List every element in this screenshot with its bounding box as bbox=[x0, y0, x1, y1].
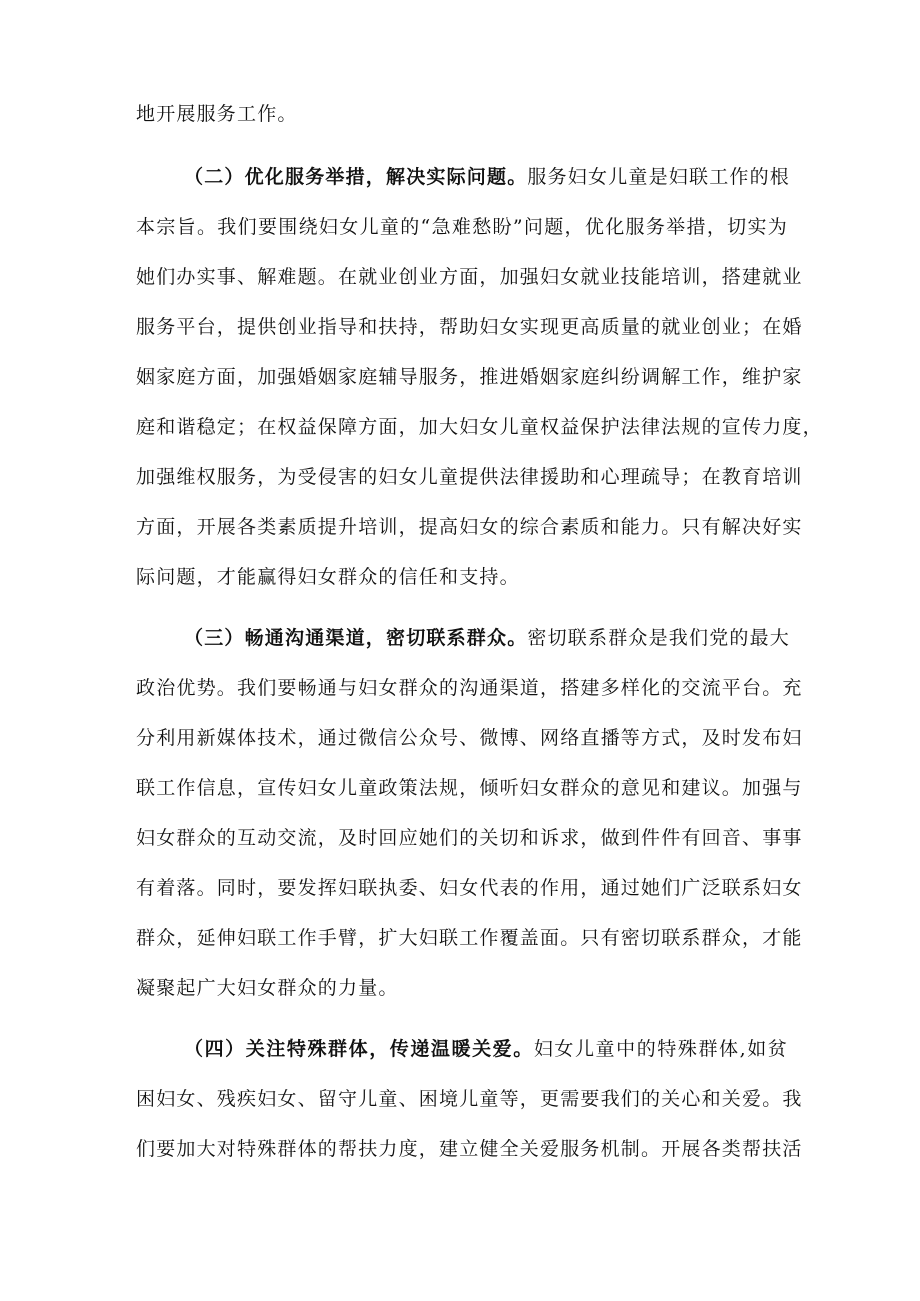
section-2-first-line-text: 服务妇女儿童是妇联工作的根 bbox=[527, 166, 791, 188]
section-2-line: 服务平台，提供创业指导和扶持，帮助妇女实现更高质量的就业创业；在婚 bbox=[136, 316, 803, 338]
section-2-line: 庭和谐稳定；在权益保障方面，加大妇女儿童权益保护法律法规的宣传力度， bbox=[136, 416, 823, 438]
section-2-line: 她们办实事、解难题。在就业创业方面，加强妇女就业技能培训，搭建就业 bbox=[136, 266, 803, 288]
section-3-line: 政治优势。我们要畅通与妇女群众的沟通渠道，搭建多样化的交流平台。充 bbox=[136, 677, 803, 699]
section-3-line: 妇女群众的互动交流，及时回应她们的关切和诉求，做到件件有回音、事事 bbox=[136, 827, 803, 849]
section-3-line: 有着落。同时，要发挥妇联执委、妇女代表的作用，通过她们广泛联系妇女 bbox=[136, 877, 803, 899]
section-3-line: 分利用新媒体技术，通过微信公众号、微博、网络直播等方式，及时发布妇 bbox=[136, 727, 803, 749]
section-2-first-line bbox=[184, 163, 791, 191]
section-3-first-line-text: 密切联系群众是我们党的最大 bbox=[527, 627, 791, 649]
section-4-line: 困妇女、残疾妇女、留守儿童、困境儿童等，更需要我们的关心和关爱。我 bbox=[136, 1088, 803, 1110]
section-3-first-line bbox=[184, 624, 791, 652]
section-4-heading: （四）关注特殊群体，传递温暖关爱。 bbox=[184, 1038, 534, 1060]
section-2-line: 本宗旨。我们要围绕妇女儿童的“急难愁盼”问题，优化服务举措，切实为 bbox=[136, 216, 788, 238]
section-4-first-line bbox=[184, 1035, 788, 1063]
section-3-heading: （三）畅通沟通渠道，密切联系群众。 bbox=[184, 627, 528, 649]
section-4-first-line-text: 妇女儿童中的特殊群体,如贫 bbox=[533, 1038, 789, 1060]
section-2-heading: （二）优化服务举措，解决实际问题。 bbox=[184, 166, 528, 188]
section-3-line: 联工作信息，宣传妇女儿童政策法规，倾听妇女群众的意见和建议。加强与 bbox=[136, 777, 803, 799]
section-2-line: 姻家庭方面，加强婚姻家庭辅导服务，推进婚姻家庭纠纷调解工作，维护家 bbox=[136, 366, 803, 388]
section-4-line: 们要加大对特殊群体的帮扶力度，建立健全关爱服务机制。开展各类帮扶活 bbox=[136, 1138, 803, 1160]
intro-line: 地开展服务工作。 bbox=[136, 103, 298, 125]
section-3-line: 凝聚起广大妇女群众的力量。 bbox=[136, 977, 399, 999]
section-3-line: 群众，延伸妇联工作手臂，扩大妇联工作覆盖面。只有密切联系群众，才能 bbox=[136, 927, 803, 949]
section-2-line: 加强维权服务，为受侵害的妇女儿童提供法律援助和心理疏导；在教育培训 bbox=[136, 466, 803, 488]
section-2-line: 方面，开展各类素质提升培训，提高妇女的综合素质和能力。只有解决好实 bbox=[136, 516, 803, 538]
section-2-line: 际问题，才能赢得妇女群众的信任和支持。 bbox=[136, 566, 520, 588]
